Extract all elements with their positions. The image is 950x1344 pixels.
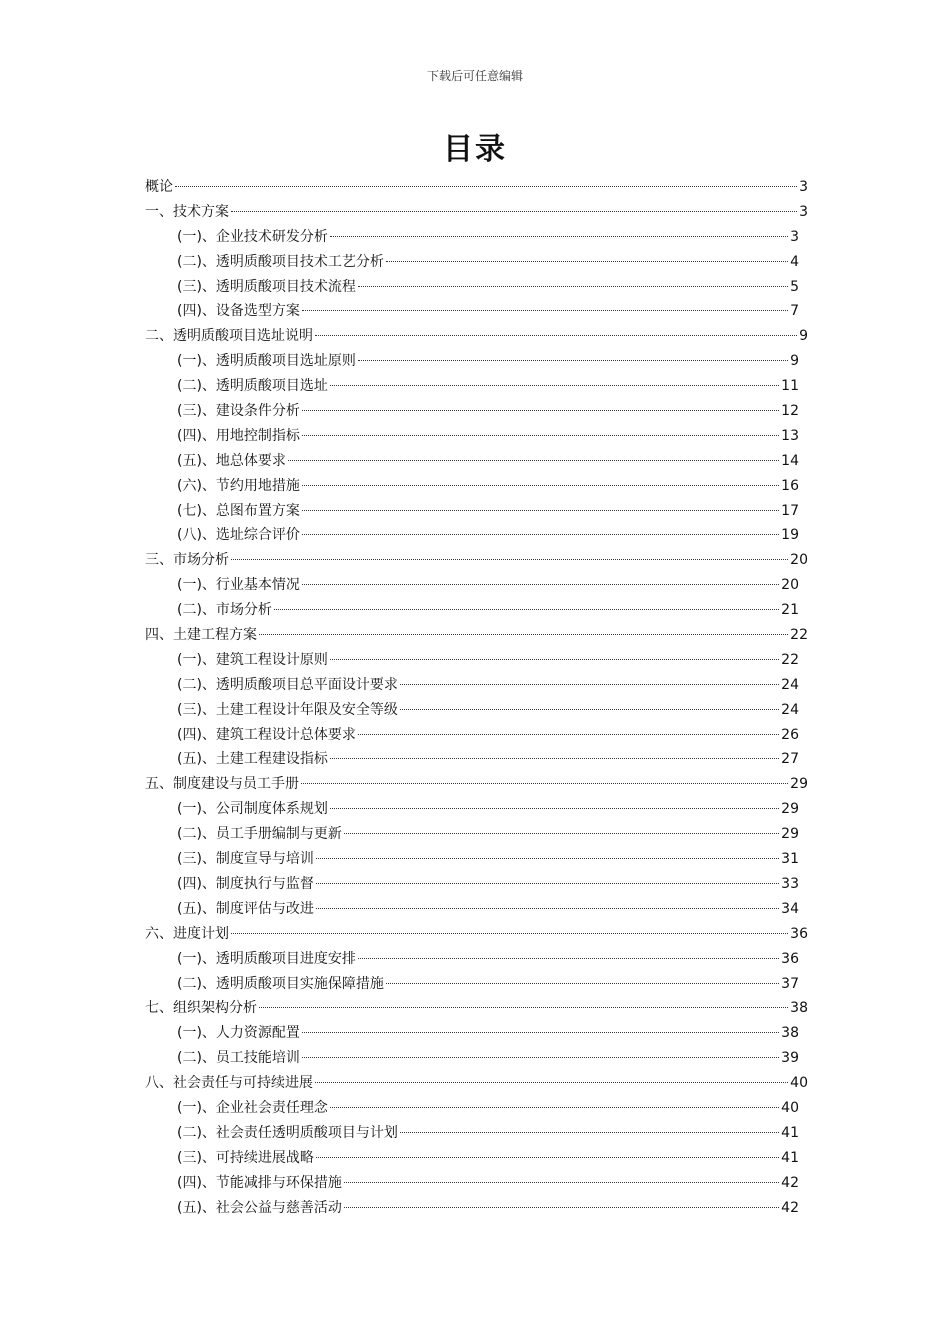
- toc-leader-dots: [400, 709, 779, 710]
- toc-entry[interactable]: [145, 747, 808, 772]
- toc-entry-page: 29: [790, 776, 808, 793]
- toc-entry-label: (五)、社会公益与慈善活动: [177, 1199, 342, 1216]
- toc-entry[interactable]: [145, 872, 808, 897]
- toc-entry-page: 7: [790, 303, 799, 320]
- toc-leader-dots: [302, 1057, 779, 1058]
- toc-entry-page: 33: [781, 875, 799, 892]
- toc-entry-label: (五)、土建工程建设指标: [177, 751, 328, 768]
- toc-leader-dots: [259, 634, 788, 635]
- toc-entry[interactable]: [145, 1046, 808, 1071]
- toc-entry-label: 二、透明质酸项目选址说明: [145, 328, 313, 345]
- toc-entry[interactable]: [145, 548, 808, 573]
- toc-entry[interactable]: [145, 499, 808, 524]
- toc-entry-label: (一)、行业基本情况: [177, 577, 300, 594]
- toc-entry[interactable]: [145, 623, 808, 648]
- toc-entry-page: 34: [781, 900, 799, 917]
- toc-entry-label: (一)、透明质酸项目进度安排: [177, 950, 356, 967]
- toc-entry[interactable]: [145, 250, 808, 275]
- toc-entry[interactable]: [145, 1196, 808, 1221]
- toc-leader-dots: [358, 958, 779, 959]
- toc-leader-dots: [302, 534, 779, 535]
- toc-entry[interactable]: [145, 673, 808, 698]
- toc-entry-label: (一)、建筑工程设计原则: [177, 651, 328, 668]
- toc-entry-label: 四、土建工程方案: [145, 627, 257, 644]
- toc-leader-dots: [344, 1182, 779, 1183]
- toc-leader-dots: [330, 659, 779, 660]
- toc-leader-dots: [302, 310, 788, 311]
- toc-entry-page: 36: [790, 925, 808, 942]
- toc-entry-page: 41: [781, 1149, 799, 1166]
- toc-entry-page: 21: [781, 602, 799, 619]
- toc-entry[interactable]: [145, 399, 808, 424]
- toc-entry-label: (二)、员工手册编制与更新: [177, 826, 342, 843]
- toc-entry-page: 40: [781, 1099, 799, 1116]
- toc-entry-page: 42: [781, 1199, 799, 1216]
- toc-entry[interactable]: [145, 1096, 808, 1121]
- toc-entry-page: 20: [790, 552, 808, 569]
- toc-entry-page: 4: [790, 253, 799, 270]
- toc-leader-dots: [400, 1132, 779, 1133]
- toc-entry-label: (四)、制度执行与监督: [177, 875, 314, 892]
- toc-leader-dots: [330, 236, 788, 237]
- toc-entry-page: 17: [781, 502, 799, 519]
- toc-entry[interactable]: [145, 648, 808, 673]
- toc-leader-dots: [315, 1082, 788, 1083]
- toc-entry-label: (二)、社会责任透明质酸项目与计划: [177, 1124, 398, 1141]
- toc-entry[interactable]: [145, 698, 808, 723]
- toc-entry-page: 38: [781, 1025, 799, 1042]
- toc-entry[interactable]: [145, 573, 808, 598]
- toc-entry-page: 29: [781, 826, 799, 843]
- toc-leader-dots: [302, 435, 779, 436]
- toc-entry-label: (四)、建筑工程设计总体要求: [177, 726, 356, 743]
- toc-leader-dots: [175, 186, 797, 187]
- toc-leader-dots: [316, 908, 779, 909]
- toc-entry-page: 9: [790, 353, 799, 370]
- toc-entry-page: 3: [799, 203, 808, 220]
- toc-entry[interactable]: [145, 175, 808, 200]
- toc-entry[interactable]: [145, 225, 808, 250]
- toc-entry-label: (三)、透明质酸项目技术流程: [177, 278, 356, 295]
- toc-leader-dots: [358, 734, 779, 735]
- toc-leader-dots: [302, 510, 779, 511]
- toc-leader-dots: [302, 410, 779, 411]
- toc-entry[interactable]: [145, 947, 808, 972]
- toc-entry[interactable]: [145, 474, 808, 499]
- toc-entry-page: 22: [781, 651, 799, 668]
- toc-entry[interactable]: [145, 822, 808, 847]
- toc-entry-label: (四)、设备选型方案: [177, 303, 300, 320]
- toc-entry-label: (二)、透明质酸项目选址: [177, 378, 328, 395]
- toc-entry[interactable]: [145, 996, 808, 1021]
- toc-entry-page: 3: [790, 228, 799, 245]
- toc-entry-label: 七、组织架构分析: [145, 1000, 257, 1017]
- toc-entry-label: (三)、制度宣导与培训: [177, 851, 314, 868]
- toc-entry-page: 38: [790, 1000, 808, 1017]
- toc-entry[interactable]: [145, 275, 808, 300]
- toc-entry[interactable]: [145, 424, 808, 449]
- toc-entry-page: 16: [781, 477, 799, 494]
- toc-entry-page: 36: [781, 950, 799, 967]
- toc-leader-dots: [316, 1157, 779, 1158]
- toc-entry[interactable]: [145, 349, 808, 374]
- toc-leader-dots: [288, 460, 779, 461]
- toc-entry-label: 五、制度建设与员工手册: [145, 776, 299, 793]
- toc-leader-dots: [344, 833, 779, 834]
- table-of-contents: [145, 175, 808, 1220]
- toc-entry-label: (一)、人力资源配置: [177, 1025, 300, 1042]
- toc-entry[interactable]: [145, 1121, 808, 1146]
- toc-entry-page: 5: [790, 278, 799, 295]
- toc-entry-label: (一)、公司制度体系规划: [177, 801, 328, 818]
- toc-leader-dots: [302, 1032, 779, 1033]
- toc-entry-label: (二)、透明质酸项目技术工艺分析: [177, 253, 384, 270]
- toc-entry-label: 概论: [145, 179, 173, 195]
- toc-entry[interactable]: [145, 299, 808, 324]
- toc-leader-dots: [302, 485, 779, 486]
- toc-entry-label: (二)、员工技能培训: [177, 1050, 300, 1067]
- toc-entry[interactable]: [145, 897, 808, 922]
- toc-entry[interactable]: [145, 1146, 808, 1171]
- toc-leader-dots: [330, 1107, 779, 1108]
- toc-leader-dots: [358, 286, 788, 287]
- toc-entry-page: 26: [781, 726, 799, 743]
- toc-entry-label: (一)、企业社会责任理念: [177, 1099, 328, 1116]
- toc-entry[interactable]: [145, 922, 808, 947]
- toc-leader-dots: [316, 858, 779, 859]
- toc-entry[interactable]: [145, 972, 808, 997]
- toc-entry-page: 40: [790, 1075, 808, 1092]
- toc-entry[interactable]: [145, 449, 808, 474]
- toc-entry[interactable]: [145, 847, 808, 872]
- toc-leader-dots: [386, 983, 779, 984]
- toc-entry[interactable]: [145, 200, 808, 225]
- toc-entry-page: 24: [781, 676, 799, 693]
- toc-entry-label: (一)、企业技术研发分析: [177, 228, 328, 245]
- toc-entry-label: (二)、透明质酸项目总平面设计要求: [177, 676, 398, 693]
- toc-entry-page: 13: [781, 427, 799, 444]
- toc-entry[interactable]: [145, 1071, 808, 1096]
- toc-entry-page: 20: [781, 577, 799, 594]
- toc-leader-dots: [302, 584, 779, 585]
- toc-leader-dots: [231, 211, 797, 212]
- toc-entry-page: 19: [781, 527, 799, 544]
- toc-entry-label: (二)、市场分析: [177, 602, 272, 619]
- toc-entry[interactable]: [145, 1021, 808, 1046]
- toc-entry-page: 14: [781, 452, 799, 469]
- toc-leader-dots: [315, 335, 797, 336]
- toc-entry-label: (四)、节能减排与环保措施: [177, 1174, 342, 1191]
- toc-entry[interactable]: [145, 374, 808, 399]
- toc-leader-dots: [330, 758, 779, 759]
- toc-entry[interactable]: [145, 797, 808, 822]
- toc-entry[interactable]: [145, 772, 808, 797]
- toc-entry-label: (七)、总图布置方案: [177, 502, 300, 519]
- toc-leader-dots: [358, 360, 788, 361]
- toc-entry-label: (六)、节约用地措施: [177, 477, 300, 494]
- toc-entry-page: 12: [781, 403, 799, 420]
- toc-entry-label: (二)、透明质酸项目实施保障措施: [177, 975, 384, 992]
- toc-leader-dots: [274, 609, 779, 610]
- toc-entry-label: (三)、土建工程设计年限及安全等级: [177, 701, 398, 718]
- toc-leader-dots: [344, 1207, 779, 1208]
- toc-entry[interactable]: [145, 598, 808, 623]
- toc-entry-label: (五)、地总体要求: [177, 452, 286, 469]
- toc-entry-label: (三)、建设条件分析: [177, 403, 300, 420]
- toc-leader-dots: [301, 783, 788, 784]
- toc-leader-dots: [231, 933, 788, 934]
- header-note: 下载后可任意编辑: [426, 69, 523, 83]
- toc-entry-label: 一、技术方案: [145, 203, 229, 220]
- toc-entry[interactable]: [145, 1171, 808, 1196]
- toc-entry-page: 22: [790, 627, 808, 644]
- toc-entry-label: (八)、选址综合评价: [177, 527, 300, 544]
- toc-entry-page: 37: [781, 975, 799, 992]
- toc-entry-label: 三、市场分析: [145, 552, 229, 569]
- toc-entry-label: (五)、制度评估与改进: [177, 900, 314, 917]
- toc-leader-dots: [316, 883, 779, 884]
- toc-leader-dots: [400, 684, 779, 685]
- toc-entry-label: (一)、透明质酸项目选址原则: [177, 353, 356, 370]
- toc-entry-page: 39: [781, 1050, 799, 1067]
- toc-entry-label: (四)、用地控制指标: [177, 427, 300, 444]
- toc-entry-label: (三)、可持续进展战略: [177, 1149, 314, 1166]
- toc-entry-page: 29: [781, 801, 799, 818]
- toc-entry-page: 31: [781, 851, 799, 868]
- toc-entry-label: 六、进度计划: [145, 925, 229, 942]
- toc-leader-dots: [330, 385, 779, 386]
- toc-entry-page: 3: [799, 179, 808, 195]
- toc-entry-page: 27: [781, 751, 799, 768]
- page-title: 目录: [443, 132, 507, 167]
- toc-leader-dots: [231, 559, 788, 560]
- toc-entry-page: 41: [781, 1124, 799, 1141]
- toc-leader-dots: [386, 261, 788, 262]
- toc-entry-page: 9: [799, 328, 808, 345]
- toc-entry-page: 42: [781, 1174, 799, 1191]
- toc-entry-page: 11: [781, 378, 799, 395]
- toc-entry[interactable]: [145, 324, 808, 349]
- toc-entry[interactable]: [145, 723, 808, 748]
- toc-leader-dots: [330, 808, 779, 809]
- toc-entry-label: 八、社会责任与可持续进展: [145, 1075, 313, 1092]
- toc-entry-page: 24: [781, 701, 799, 718]
- toc-entry[interactable]: [145, 523, 808, 548]
- toc-leader-dots: [259, 1007, 788, 1008]
